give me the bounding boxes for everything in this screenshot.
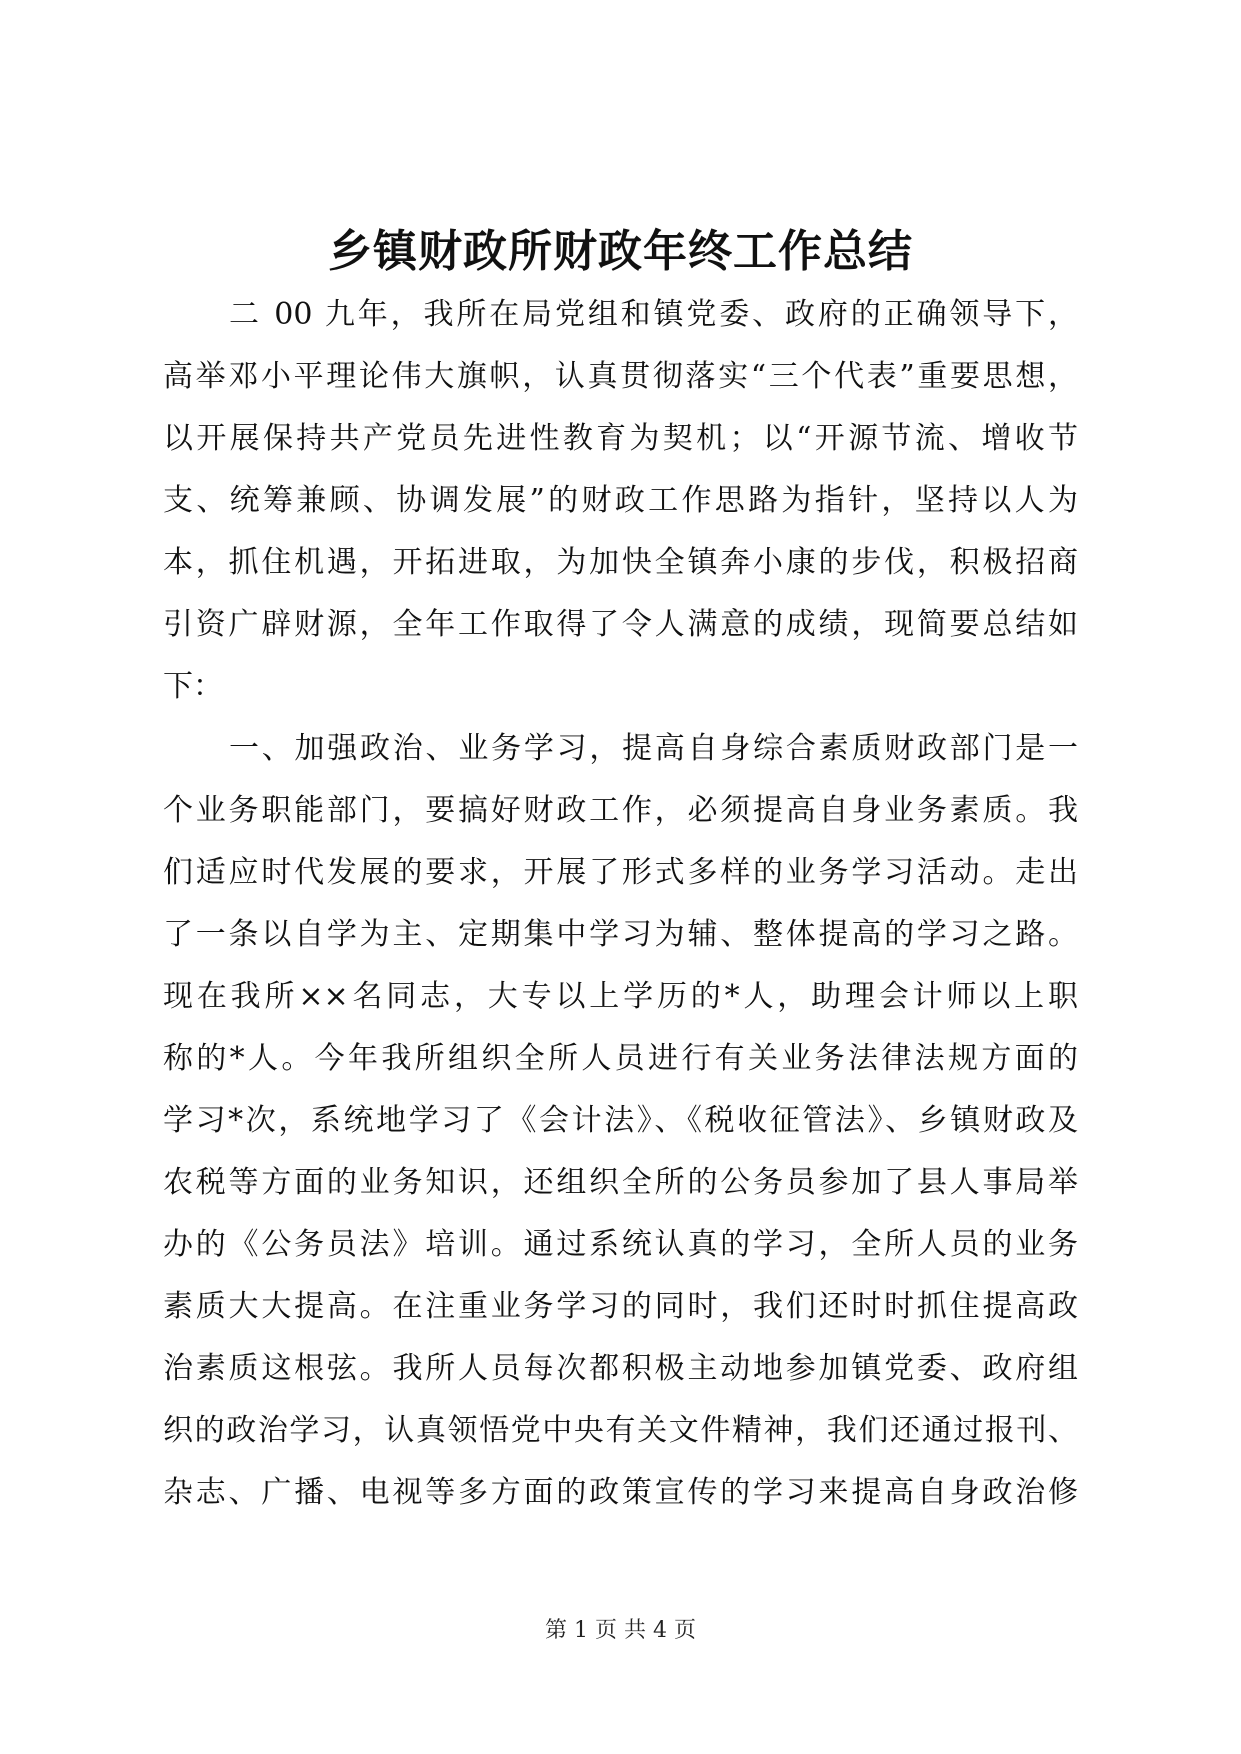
text-line: 现在我所××名同志，大专以上学历的*人，助理会计师以上职	[163, 979, 1078, 1014]
text-line: 农税等方面的业务知识，还组织全所的公务员参加了县人事局举	[163, 1165, 1078, 1200]
text-line: 称的*人。今年我所组织全所人员进行有关业务法律法规方面的	[163, 1041, 1078, 1076]
document-title: 乡镇财政所财政年终工作总结	[328, 226, 913, 277]
text-line: 织的政治学习，认真领悟党中央有关文件精神，我们还通过报刊、	[163, 1413, 1078, 1448]
text-line: 本，抓住机遇，开拓进取，为加快全镇奔小康的步伐，积极招商	[163, 545, 1078, 580]
text-line: 办的《公务员法》培训。通过系统认真的学习，全所人员的业务	[163, 1227, 1078, 1262]
text-line: 一、加强政治、业务学习，提高自身综合素质财政部门是一	[229, 731, 1078, 766]
text-line: 素质大大提高。在注重业务学习的同时，我们还时时抓住提高政	[163, 1289, 1078, 1324]
text-line: 引资广辟财源，全年工作取得了令人满意的成绩，现简要总结如	[163, 607, 1078, 642]
text-line: 杂志、广播、电视等多方面的政策宣传的学习来提高自身政治修	[163, 1475, 1078, 1510]
text-line: 了一条以自学为主、定期集中学习为辅、整体提高的学习之路。	[163, 917, 1078, 952]
text-line: 治素质这根弦。我所人员每次都积极主动地参加镇党委、政府组	[163, 1351, 1078, 1386]
text-line: 们适应时代发展的要求，开展了形式多样的业务学习活动。走出	[163, 855, 1078, 890]
page-number-footer: 第 1 页 共 4 页	[545, 1618, 696, 1643]
text-line: 高举邓小平理论伟大旗帜，认真贯彻落实“三个代表”重要思想，	[163, 359, 1078, 394]
text-line: 以开展保持共产党员先进性教育为契机；以“开源节流、增收节	[163, 421, 1078, 456]
text-line: 个业务职能部门，要搞好财政工作，必须提高自身业务素质。我	[163, 793, 1078, 828]
text-line: 二 00 九年，我所在局党组和镇党委、政府的正确领导下，	[229, 297, 1078, 332]
text-line: 学习*次，系统地学习了《会计法》、《税收征管法》、乡镇财政及	[163, 1103, 1078, 1138]
document-body	[163, 284, 1078, 1524]
text-line: 支、统筹兼顾、协调发展”的财政工作思路为指针，坚持以人为	[163, 483, 1078, 518]
text-line: 下：	[163, 669, 223, 704]
